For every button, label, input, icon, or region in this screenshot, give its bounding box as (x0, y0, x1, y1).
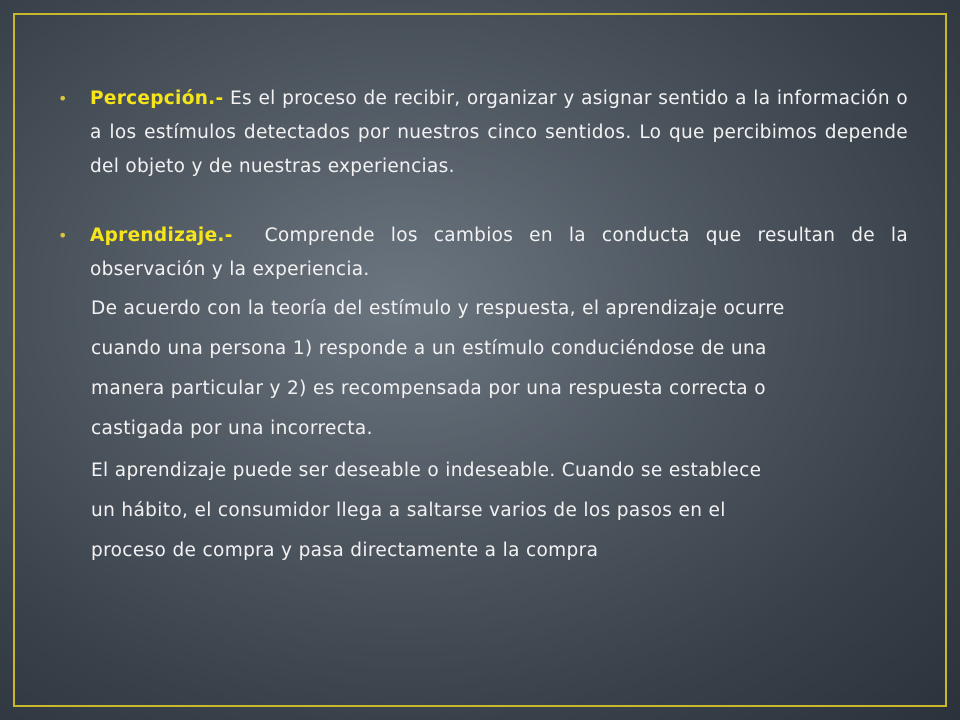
term-aprendizaje: Aprendizaje.- (90, 225, 233, 246)
paragraph-line: De acuerdo con la teoría del estímulo y respuesta, el aprendizaje ocurre (91, 298, 785, 319)
paragraph-estimulo-respuesta (58, 289, 908, 449)
definition-aprendizaje: Comprende los cambios en la conducta que resultan de la observación y la experiencia. (90, 225, 915, 280)
paragraph-line: un hábito, el consumidor llega a saltarse varios de los pasos en el (91, 500, 726, 521)
definition-percepcion: Es el proceso de recibir, organizar y asignar sentido a la información o a los estímulos detectados por nuestros cinco sentidos. Lo que percibimos depende del objeto y de nuestras experiencias. (90, 88, 915, 177)
term-percepcion: Percepción.- (90, 88, 224, 109)
slide-content (58, 82, 915, 571)
paragraph-line: El aprendizaje puede ser deseable o indeseable. Cuando se establece (91, 460, 762, 481)
bullet-percepcion (58, 82, 915, 184)
paragraph-line: cuando una persona 1) responde a un estímulo conduciéndose de una (91, 338, 767, 359)
bullet-aprendizaje (58, 219, 915, 287)
paragraph-habito (58, 451, 908, 571)
spacer (58, 184, 908, 219)
bullet-dot-icon: • (58, 89, 68, 108)
paragraph-line: proceso de compra y pasa directamente a la compra (91, 540, 599, 561)
bullet-dot-icon: • (58, 226, 68, 245)
paragraph-line: castigada por una incorrecta. (91, 418, 373, 439)
paragraph-line: manera particular y 2) es recompensada por una respuesta correcta o (91, 378, 766, 399)
